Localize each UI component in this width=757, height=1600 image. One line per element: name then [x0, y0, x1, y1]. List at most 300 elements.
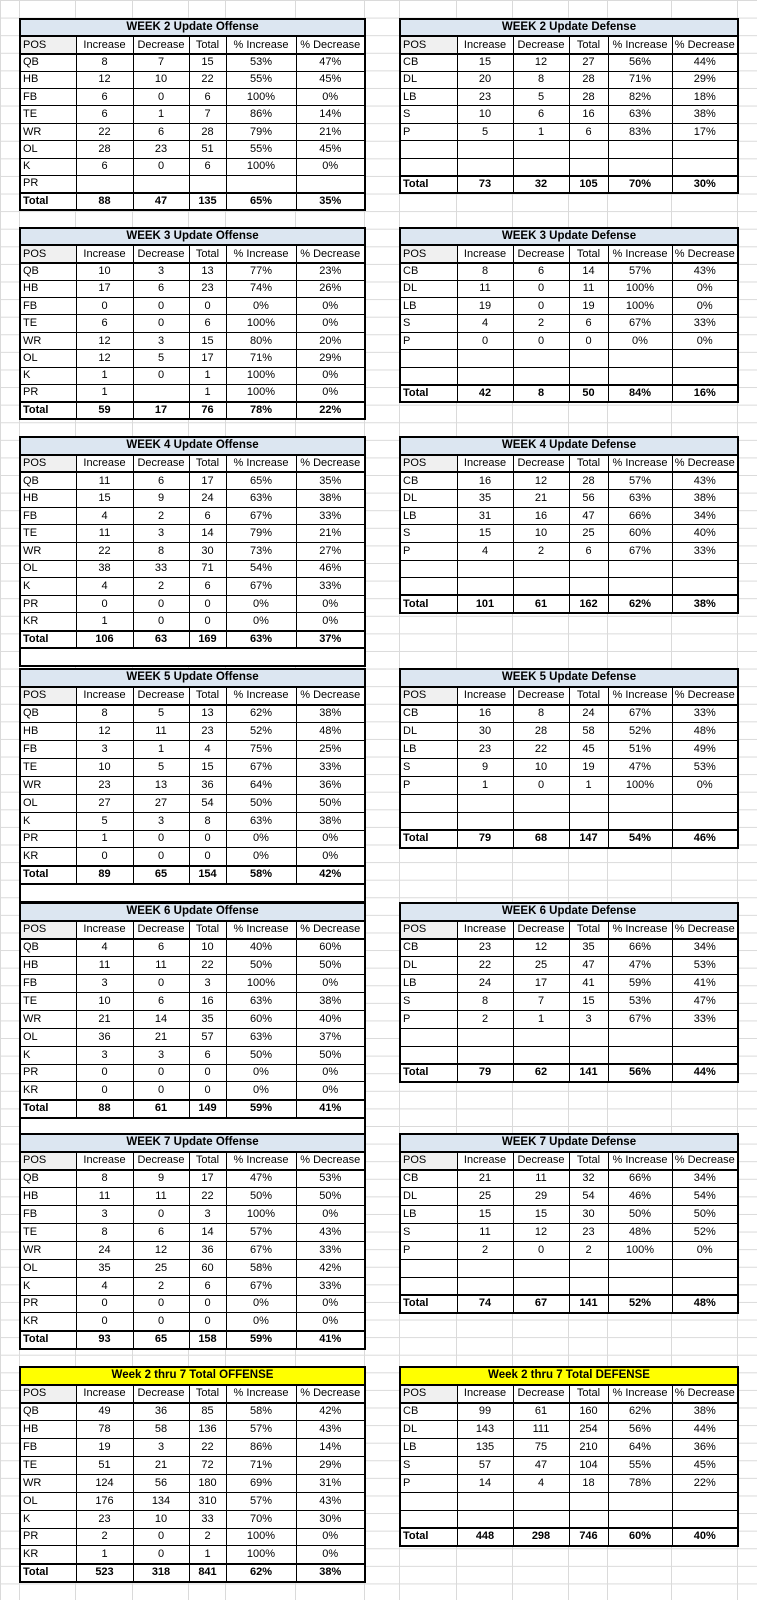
value-cell[interactable]: 14	[189, 525, 226, 543]
position-cell[interactable]: PR	[20, 1295, 76, 1313]
value-cell[interactable]: 6	[76, 106, 133, 123]
value-cell[interactable]: 0	[189, 1064, 226, 1082]
empty-cell[interactable]	[513, 560, 569, 578]
value-cell[interactable]: 6	[76, 315, 133, 332]
total-value[interactable]: 78%	[226, 402, 296, 419]
value-cell[interactable]: 38%	[672, 490, 738, 508]
empty-cell[interactable]	[608, 350, 672, 367]
position-cell[interactable]: CB	[400, 54, 457, 71]
position-cell[interactable]: WR	[20, 1474, 76, 1492]
value-cell[interactable]: 0%	[226, 1295, 296, 1313]
value-cell[interactable]: 33%	[296, 758, 365, 776]
position-cell[interactable]: CB	[400, 1403, 457, 1421]
value-cell[interactable]: 1	[189, 1546, 226, 1564]
value-cell[interactable]: 16	[513, 507, 569, 525]
value-cell[interactable]: 16	[457, 705, 513, 723]
value-cell[interactable]: 3	[76, 1046, 133, 1064]
value-cell[interactable]: 104	[569, 1456, 608, 1474]
value-cell[interactable]: 45	[569, 741, 608, 759]
value-cell[interactable]: 0	[133, 595, 189, 613]
value-cell[interactable]: 58	[569, 723, 608, 741]
position-cell[interactable]: DL	[400, 723, 457, 741]
position-cell[interactable]: TE	[20, 1456, 76, 1474]
value-cell[interactable]: 11	[76, 957, 133, 975]
value-cell[interactable]: 4	[457, 543, 513, 561]
position-cell[interactable]: PR	[20, 595, 76, 613]
value-cell[interactable]: 30	[189, 543, 226, 561]
value-cell[interactable]: 0	[133, 1546, 189, 1564]
value-cell[interactable]: 0%	[296, 1082, 365, 1100]
value-cell[interactable]: 11	[133, 1188, 189, 1206]
value-cell[interactable]: 9	[457, 758, 513, 776]
position-cell[interactable]: P	[400, 1474, 457, 1492]
value-cell[interactable]: 0	[513, 280, 569, 297]
value-cell[interactable]: 0	[76, 848, 133, 866]
column-header[interactable]: % Increase	[608, 921, 672, 939]
value-cell[interactable]: 12	[76, 332, 133, 349]
value-cell[interactable]: 36%	[672, 1439, 738, 1457]
value-cell[interactable]: 8	[189, 812, 226, 830]
value-cell[interactable]: 52%	[672, 1223, 738, 1241]
empty-cell[interactable]	[672, 1046, 738, 1064]
value-cell[interactable]: 61	[513, 1403, 569, 1421]
position-cell[interactable]: S	[400, 106, 457, 123]
value-cell[interactable]: 3	[189, 1206, 226, 1224]
value-cell[interactable]: 0	[133, 298, 189, 315]
value-cell[interactable]: 44%	[672, 1421, 738, 1439]
value-cell[interactable]: 42%	[296, 1259, 365, 1277]
total-value[interactable]: 8	[513, 385, 569, 402]
empty-cell[interactable]	[672, 158, 738, 175]
column-header[interactable]: % Decrease	[672, 245, 738, 262]
value-cell[interactable]: 12	[513, 472, 569, 490]
value-cell[interactable]: 23	[457, 89, 513, 106]
empty-cell[interactable]	[513, 367, 569, 384]
value-cell[interactable]: 28	[569, 89, 608, 106]
position-cell[interactable]: CB	[400, 939, 457, 957]
empty-cell[interactable]	[569, 812, 608, 830]
value-cell[interactable]: 29%	[672, 71, 738, 88]
empty-cell[interactable]	[457, 1028, 513, 1046]
position-cell[interactable]: PR	[20, 830, 76, 848]
column-header[interactable]: Total	[569, 455, 608, 473]
position-cell[interactable]: DL	[400, 1421, 457, 1439]
value-cell[interactable]: 50%	[226, 794, 296, 812]
empty-cell[interactable]	[513, 1259, 569, 1277]
value-cell[interactable]: 21	[457, 1170, 513, 1188]
value-cell[interactable]: 10	[76, 992, 133, 1010]
column-header[interactable]: % Increase	[226, 455, 296, 473]
empty-cell[interactable]	[569, 794, 608, 812]
position-cell[interactable]: LB	[400, 298, 457, 315]
value-cell[interactable]: 180	[189, 1474, 226, 1492]
value-cell[interactable]: 0	[513, 298, 569, 315]
empty-cell[interactable]	[608, 1277, 672, 1295]
total-value[interactable]: 70%	[608, 176, 672, 193]
value-cell[interactable]: 1	[189, 385, 226, 402]
empty-cell[interactable]	[569, 1259, 608, 1277]
value-cell[interactable]: 3	[569, 1010, 608, 1028]
value-cell[interactable]: 0	[76, 1295, 133, 1313]
value-cell[interactable]: 40%	[296, 1010, 365, 1028]
value-cell[interactable]: 12	[76, 71, 133, 88]
value-cell[interactable]: 16	[189, 992, 226, 1010]
value-cell[interactable]: 56%	[608, 1421, 672, 1439]
position-cell[interactable]: KR	[20, 848, 76, 866]
position-cell[interactable]: QB	[20, 1403, 76, 1421]
value-cell[interactable]: 1	[76, 613, 133, 631]
value-cell[interactable]: 50%	[226, 957, 296, 975]
column-header[interactable]: % Increase	[226, 1152, 296, 1170]
value-cell[interactable]: 63%	[226, 1028, 296, 1046]
total-value[interactable]: 65	[133, 1331, 189, 1349]
empty-cell[interactable]	[457, 560, 513, 578]
value-cell[interactable]: 25	[569, 525, 608, 543]
column-header[interactable]: Decrease	[133, 455, 189, 473]
value-cell[interactable]: 0%	[296, 1313, 365, 1331]
column-header[interactable]: Total	[569, 1152, 608, 1170]
position-cell[interactable]: FB	[20, 507, 76, 525]
value-cell[interactable]: 1	[513, 1010, 569, 1028]
position-cell[interactable]: DL	[400, 71, 457, 88]
value-cell[interactable]: 8	[76, 1170, 133, 1188]
value-cell[interactable]: 79%	[226, 123, 296, 140]
value-cell[interactable]: 15	[189, 758, 226, 776]
value-cell[interactable]: 0	[76, 298, 133, 315]
value-cell[interactable]: 1	[76, 385, 133, 402]
value-cell[interactable]: 5	[457, 123, 513, 140]
value-cell[interactable]: 3	[133, 812, 189, 830]
column-header[interactable]: POS	[400, 245, 457, 262]
value-cell[interactable]: 27%	[296, 543, 365, 561]
column-header[interactable]: Decrease	[133, 1385, 189, 1403]
total-value[interactable]: 58%	[226, 866, 296, 884]
column-header[interactable]: Increase	[457, 245, 513, 262]
value-cell[interactable]: 10	[76, 263, 133, 280]
value-cell[interactable]: 63%	[226, 812, 296, 830]
value-cell[interactable]: 3	[189, 975, 226, 993]
value-cell[interactable]: 99	[457, 1403, 513, 1421]
column-header[interactable]: Decrease	[513, 455, 569, 473]
column-header[interactable]: % Increase	[608, 687, 672, 705]
value-cell[interactable]: 36	[133, 1403, 189, 1421]
value-cell[interactable]: 100%	[226, 315, 296, 332]
value-cell[interactable]: 29%	[296, 350, 365, 367]
value-cell[interactable]: 55%	[226, 141, 296, 158]
value-cell[interactable]: 15	[457, 1206, 513, 1224]
empty-cell[interactable]	[672, 1259, 738, 1277]
value-cell[interactable]: 33%	[672, 543, 738, 561]
value-cell[interactable]: 50%	[226, 1046, 296, 1064]
value-cell[interactable]: 11	[133, 957, 189, 975]
value-cell[interactable]: 8	[513, 71, 569, 88]
value-cell[interactable]: 3	[133, 525, 189, 543]
value-cell[interactable]: 24	[457, 975, 513, 993]
position-cell[interactable]: TE	[20, 106, 76, 123]
value-cell[interactable]: 64%	[608, 1439, 672, 1457]
value-cell[interactable]: 50%	[296, 1188, 365, 1206]
value-cell[interactable]: 38%	[296, 812, 365, 830]
value-cell[interactable]: 25%	[296, 741, 365, 759]
value-cell[interactable]: 33%	[296, 507, 365, 525]
value-cell[interactable]: 63%	[226, 992, 296, 1010]
value-cell[interactable]	[226, 176, 296, 193]
value-cell[interactable]: 33%	[296, 578, 365, 596]
column-header[interactable]: Increase	[76, 36, 133, 53]
column-header[interactable]: Decrease	[513, 687, 569, 705]
column-header[interactable]: Increase	[457, 36, 513, 53]
value-cell[interactable]: 0	[76, 595, 133, 613]
empty-cell[interactable]	[569, 1277, 608, 1295]
empty-cell[interactable]	[672, 367, 738, 384]
empty-cell[interactable]	[400, 1046, 457, 1064]
value-cell[interactable]: 47	[569, 507, 608, 525]
total-value[interactable]: 84%	[608, 385, 672, 402]
value-cell[interactable]: 12	[513, 939, 569, 957]
value-cell[interactable]: 22	[513, 741, 569, 759]
value-cell[interactable]: 35%	[296, 472, 365, 490]
value-cell[interactable]: 0%	[296, 385, 365, 402]
position-cell[interactable]: DL	[400, 280, 457, 297]
position-cell[interactable]: HB	[20, 957, 76, 975]
value-cell[interactable]: 100%	[226, 89, 296, 106]
empty-cell[interactable]	[400, 1510, 457, 1528]
value-cell[interactable]: 0%	[672, 776, 738, 794]
empty-cell[interactable]	[513, 1277, 569, 1295]
value-cell[interactable]: 14	[133, 1010, 189, 1028]
value-cell[interactable]: 13	[189, 705, 226, 723]
value-cell[interactable]: 1	[133, 106, 189, 123]
position-cell[interactable]: OL	[20, 141, 76, 158]
position-cell[interactable]: K	[20, 1277, 76, 1295]
value-cell[interactable]: 23	[189, 723, 226, 741]
value-cell[interactable]: 40%	[672, 525, 738, 543]
value-cell[interactable]: 7	[133, 54, 189, 71]
value-cell[interactable]: 210	[569, 1439, 608, 1457]
value-cell[interactable]: 54%	[672, 1188, 738, 1206]
empty-cell[interactable]	[569, 1492, 608, 1510]
value-cell[interactable]: 0	[189, 613, 226, 631]
value-cell[interactable]: 0%	[296, 367, 365, 384]
empty-cell[interactable]	[672, 1277, 738, 1295]
column-header[interactable]: Total	[189, 36, 226, 53]
empty-cell[interactable]	[608, 1510, 672, 1528]
total-value[interactable]: 65	[133, 866, 189, 884]
value-cell[interactable]: 22	[457, 957, 513, 975]
value-cell[interactable]: 6	[133, 1223, 189, 1241]
value-cell[interactable]: 0	[133, 315, 189, 332]
value-cell[interactable]: 0%	[296, 158, 365, 175]
value-cell[interactable]: 8	[457, 263, 513, 280]
position-cell[interactable]: HB	[20, 1421, 76, 1439]
empty-cell[interactable]	[569, 1028, 608, 1046]
value-cell[interactable]: 9	[133, 490, 189, 508]
position-cell[interactable]: P	[400, 543, 457, 561]
column-header[interactable]: POS	[20, 921, 76, 939]
column-header[interactable]: % Decrease	[672, 1385, 738, 1403]
value-cell[interactable]: 6	[133, 992, 189, 1010]
value-cell[interactable]: 28	[569, 71, 608, 88]
value-cell[interactable]: 9	[133, 1170, 189, 1188]
total-value[interactable]: 61	[513, 595, 569, 613]
empty-cell[interactable]	[457, 1277, 513, 1295]
total-value[interactable]: 169	[189, 631, 226, 649]
value-cell[interactable]: 22	[189, 1439, 226, 1457]
total-value[interactable]: 106	[76, 631, 133, 649]
empty-cell[interactable]	[457, 578, 513, 596]
value-cell[interactable]: 47%	[672, 992, 738, 1010]
value-cell[interactable]: 254	[569, 1421, 608, 1439]
empty-cell[interactable]	[672, 1492, 738, 1510]
value-cell[interactable]: 47	[569, 957, 608, 975]
value-cell[interactable]: 3	[76, 975, 133, 993]
column-header[interactable]: Increase	[457, 921, 513, 939]
value-cell[interactable]: 35	[189, 1010, 226, 1028]
value-cell[interactable]: 17	[513, 975, 569, 993]
value-cell[interactable]: 5	[133, 705, 189, 723]
value-cell[interactable]: 111	[513, 1421, 569, 1439]
value-cell[interactable]: 30	[457, 723, 513, 741]
empty-cell[interactable]	[608, 578, 672, 596]
position-cell[interactable]: OL	[20, 794, 76, 812]
value-cell[interactable]: 100%	[226, 1546, 296, 1564]
total-value[interactable]: 523	[76, 1564, 133, 1582]
value-cell[interactable]: 6	[189, 578, 226, 596]
total-value[interactable]: 158	[189, 1331, 226, 1349]
value-cell[interactable]: 0	[133, 1295, 189, 1313]
total-value[interactable]: 47	[133, 193, 189, 210]
column-header[interactable]: % Decrease	[672, 36, 738, 53]
value-cell[interactable]: 0%	[226, 298, 296, 315]
column-header[interactable]: % Decrease	[296, 36, 365, 53]
empty-cell[interactable]	[513, 812, 569, 830]
value-cell[interactable]: 6	[569, 123, 608, 140]
position-cell[interactable]: OL	[20, 560, 76, 578]
value-cell[interactable]: 24	[569, 705, 608, 723]
value-cell[interactable]: 11	[76, 525, 133, 543]
position-cell[interactable]: LB	[400, 1439, 457, 1457]
value-cell[interactable]: 50%	[296, 794, 365, 812]
value-cell[interactable]	[133, 176, 189, 193]
value-cell[interactable]: 22	[76, 123, 133, 140]
empty-cell[interactable]	[513, 1510, 569, 1528]
value-cell[interactable]: 100%	[226, 975, 296, 993]
column-header[interactable]: POS	[400, 455, 457, 473]
value-cell[interactable]: 100%	[226, 1206, 296, 1224]
total-value[interactable]: 101	[457, 595, 513, 613]
value-cell[interactable]: 57	[189, 1028, 226, 1046]
value-cell[interactable]: 0	[189, 1295, 226, 1313]
value-cell[interactable]: 35	[457, 490, 513, 508]
value-cell[interactable]: 63%	[226, 490, 296, 508]
column-header[interactable]: % Decrease	[296, 455, 365, 473]
value-cell[interactable]: 53%	[296, 1170, 365, 1188]
position-cell[interactable]: DL	[400, 957, 457, 975]
value-cell[interactable]: 49%	[672, 741, 738, 759]
value-cell[interactable]: 85	[189, 1403, 226, 1421]
position-cell[interactable]: S	[400, 1223, 457, 1241]
value-cell[interactable]: 0	[133, 1064, 189, 1082]
value-cell[interactable]: 19	[569, 758, 608, 776]
value-cell[interactable]: 16	[457, 472, 513, 490]
position-cell[interactable]: P	[400, 1241, 457, 1259]
value-cell[interactable]: 11	[76, 1188, 133, 1206]
position-cell[interactable]: HB	[20, 1188, 76, 1206]
value-cell[interactable]: 67%	[226, 507, 296, 525]
value-cell[interactable]: 20%	[296, 332, 365, 349]
value-cell[interactable]: 1	[76, 1546, 133, 1564]
column-header[interactable]: Decrease	[513, 921, 569, 939]
value-cell[interactable]: 42%	[296, 1403, 365, 1421]
value-cell[interactable]: 14	[457, 1474, 513, 1492]
total-value[interactable]: 17	[133, 402, 189, 419]
value-cell[interactable]: 134	[133, 1492, 189, 1510]
value-cell[interactable]: 71%	[226, 1456, 296, 1474]
empty-cell[interactable]	[608, 1259, 672, 1277]
value-cell[interactable]: 80%	[226, 332, 296, 349]
value-cell[interactable]: 32	[569, 1170, 608, 1188]
value-cell[interactable]: 11	[457, 1223, 513, 1241]
empty-cell[interactable]	[513, 1028, 569, 1046]
value-cell[interactable]: 15	[189, 54, 226, 71]
value-cell[interactable]: 47%	[608, 758, 672, 776]
value-cell[interactable]: 21	[76, 1010, 133, 1028]
value-cell[interactable]: 22	[189, 957, 226, 975]
position-cell[interactable]: HB	[20, 490, 76, 508]
value-cell[interactable]: 40%	[226, 939, 296, 957]
value-cell[interactable]: 24	[76, 1241, 133, 1259]
empty-cell[interactable]	[569, 158, 608, 175]
value-cell[interactable]: 51%	[608, 741, 672, 759]
value-cell[interactable]: 21	[133, 1028, 189, 1046]
position-cell[interactable]: P	[400, 123, 457, 140]
value-cell[interactable]: 43%	[296, 1223, 365, 1241]
empty-cell[interactable]	[672, 1028, 738, 1046]
value-cell[interactable]: 0%	[296, 848, 365, 866]
value-cell[interactable]: 18	[569, 1474, 608, 1492]
value-cell[interactable]: 0%	[296, 1064, 365, 1082]
value-cell[interactable]: 56%	[608, 54, 672, 71]
position-cell[interactable]: WR	[20, 543, 76, 561]
value-cell[interactable]: 0%	[226, 848, 296, 866]
value-cell[interactable]: 100%	[608, 280, 672, 297]
position-cell[interactable]: WR	[20, 1010, 76, 1028]
value-cell[interactable]: 0%	[608, 332, 672, 349]
value-cell[interactable]: 69%	[226, 1474, 296, 1492]
empty-cell[interactable]	[457, 350, 513, 367]
column-header[interactable]: POS	[400, 36, 457, 53]
value-cell[interactable]: 6	[189, 1046, 226, 1064]
position-cell[interactable]: S	[400, 758, 457, 776]
column-header[interactable]: POS	[20, 36, 76, 53]
position-cell[interactable]: PR	[20, 1064, 76, 1082]
value-cell[interactable]: 6	[569, 543, 608, 561]
value-cell[interactable]: 12	[76, 723, 133, 741]
value-cell[interactable]: 29	[513, 1188, 569, 1206]
value-cell[interactable]: 71	[189, 560, 226, 578]
value-cell[interactable]: 0	[133, 830, 189, 848]
empty-cell[interactable]	[672, 812, 738, 830]
value-cell[interactable]: 6	[189, 1277, 226, 1295]
column-header[interactable]: % Decrease	[672, 687, 738, 705]
value-cell[interactable]: 4	[76, 939, 133, 957]
value-cell[interactable]: 55%	[608, 1456, 672, 1474]
value-cell[interactable]: 50%	[296, 1046, 365, 1064]
value-cell[interactable]: 21%	[296, 123, 365, 140]
value-cell[interactable]: 53%	[226, 54, 296, 71]
value-cell[interactable]: 2	[76, 1528, 133, 1546]
column-header[interactable]: % Increase	[226, 36, 296, 53]
